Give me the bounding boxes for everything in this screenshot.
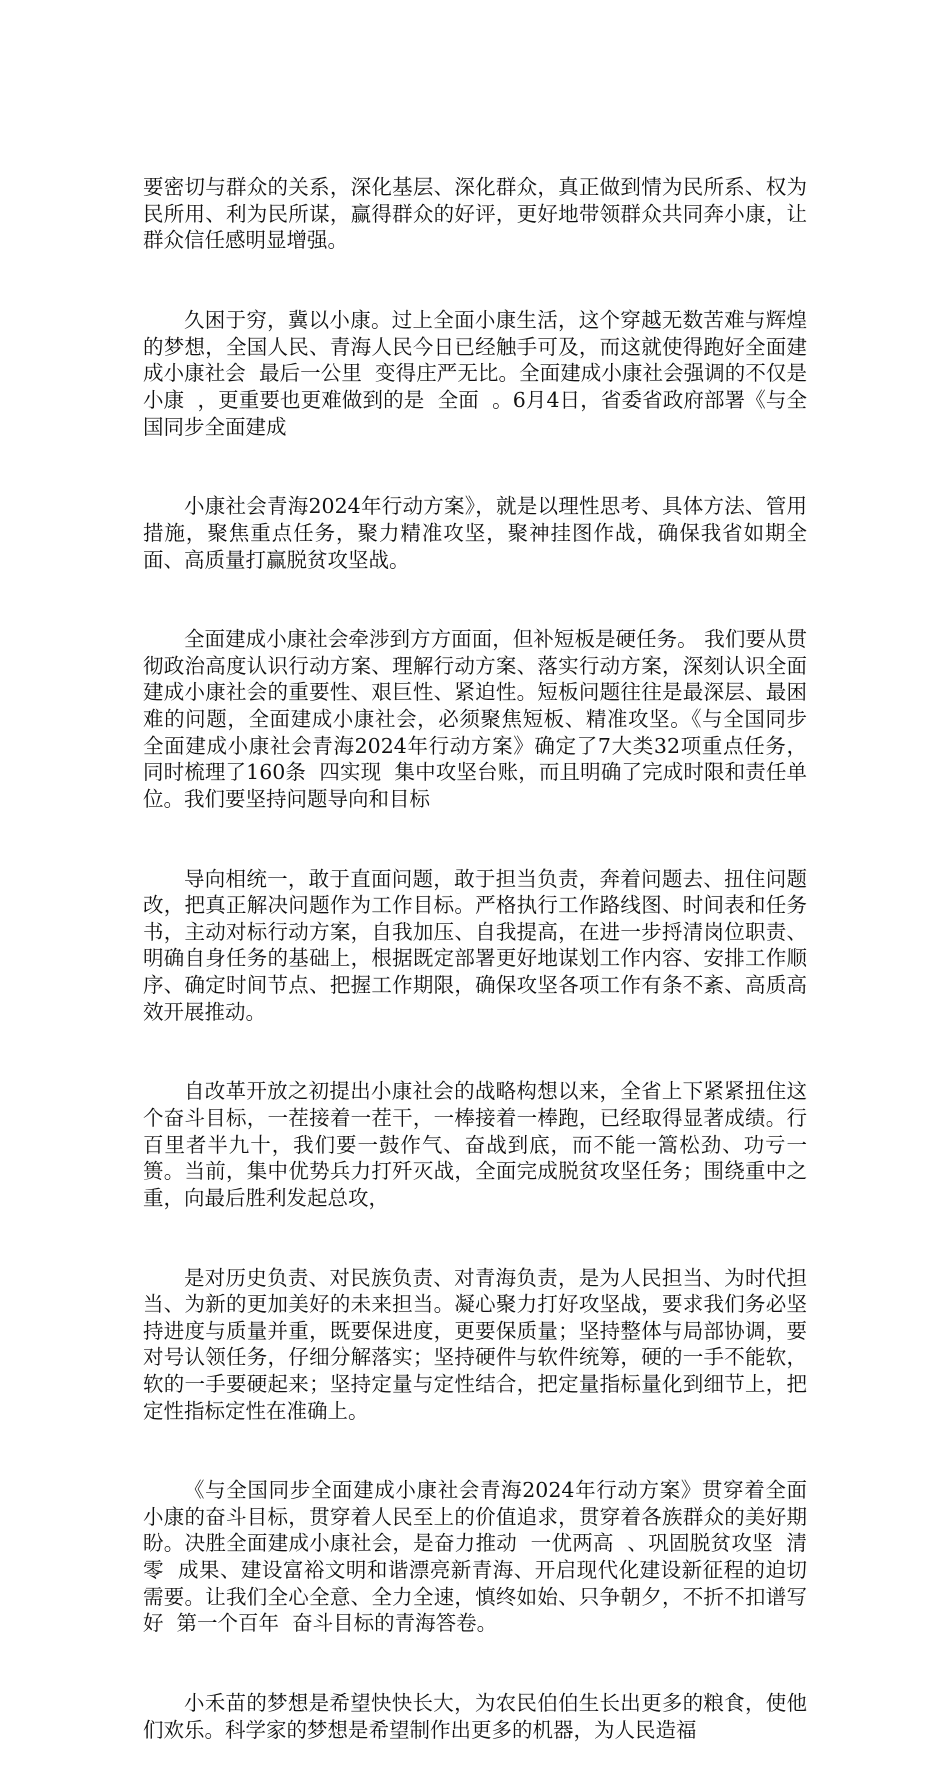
paragraph-5: 导向相统一，敢于直面问题，敢于担当负责，奔着问题去、扭住问题改，把真正解决问题作为工作目标。严格执行工作路线图、时间表和任务书，主动对标行动方案，自我加压、自我提高，在进一步捋清岗位职责、明确自身任务的基础上，根据既定部署更好地谋划工作内容、安排工作顺序、确定时间节点、把握工作期限，确保攻坚各项工作有条不紊、高质高效开展推动。 — [143, 866, 807, 1024]
paragraph-7: 是对历史负责、对民族负责、对青海负责，是为人民担当、为时代担当、为新的更加美好的未来担当。凝心聚力打好攻坚战，要求我们务必坚持进度与质量并重，既要保进度，更要保质量；坚持整体与局部协调，要对号认领任务，仔细分解落实；坚持硬件与软件统筹，硬的一手不能软，软的一手要硬起来；坚持定量与定性结合，把定量指标量化到细节上，把定性指标定性在准确上。 — [143, 1265, 807, 1423]
paragraph-4: 全面建成小康社会牵涉到方方面面，但补短板是硬任务。 我们要从贯彻政治高度认识行动方案、理解行动方案、落实行动方案，深刻认识全面建成小康社会的重要性、艰巨性、紧迫性。短板问题往往是最深层、最困难的问题，全面建成小康社会，必须聚焦短板、精准攻坚。《与全国同步全面建成小康社会青海2024年行动方案》确定了7大类32项重点任务，同时梳理了160条 四实现 集中攻坚台账，而且明确了完成时限和责任单位。我们要坚持问题导向和目标 — [143, 627, 807, 811]
paragraph-6: 自改革开放之初提出小康社会的战略构想以来，全省上下紧紧扭住这个奋斗目标，一茬接着一茬干，一棒接着一棒跑，已经取得显著成绩。行百里者半九十，我们要一鼓作气、奋战到底，而不能一篙松劲、功亏一篑。当前，集中优势兵力打歼灭战，全面完成脱贫攻坚任务；围绕重中之重，向最后胜利发起总攻， — [143, 1079, 807, 1210]
paragraph-2: 久困于穷，冀以小康。过上全面小康生活，这个穿越无数苦难与辉煌的梦想，全国人民、青海人民今日已经触手可及，而这就使得跑好全面建成小康社会 最后一公里 变得庄严无比。全面建成小康社会强调的不仅是 小康 ，更重要也更难做到的是 全面 。6月4日，省委省政府部署《与全国同步全面建成 — [143, 308, 821, 439]
document-page — [143, 121, 821, 1770]
paragraph-8: 《与全国同步全面建成小康社会青海2024年行动方案》贯穿着全面小康的奋斗目标，贯穿着人民至上的价值追求，贯穿着各族群众的美好期盼。决胜全面建成小康社会，是奋力推动 一优两高 、巩固脱贫攻坚 清零 成果、建设富裕文明和谐漂亮新青海、开启现代化建设新征程的迫切需要。让我们全心全意、全力全速，慎终如始、只争朝夕，不折不扣谱写好 第一个百年 奋斗目标的青海答卷。 — [143, 1478, 807, 1636]
paragraph-1: 要密切与群众的关系，深化基层、深化群众，真正做到情为民所系、权为民所用、利为民所谋，赢得群众的好评，更好地带领群众共同奔小康，让群众信任感明显增强。 — [143, 175, 807, 253]
paragraph-3: 小康社会青海2024年行动方案》，就是以理性思考、具体方法、管用措施，聚焦重点任务，聚力精准攻坚，聚神挂图作战，确保我省如期全面、高质量打赢脱贫攻坚战。 — [143, 494, 807, 572]
paragraph-9: 小禾苗的梦想是希望快快长大，为农民伯伯生长出更多的粮食，使他们欢乐。科学家的梦想是希望制作出更多的机器，为人民造福 — [143, 1691, 807, 1742]
